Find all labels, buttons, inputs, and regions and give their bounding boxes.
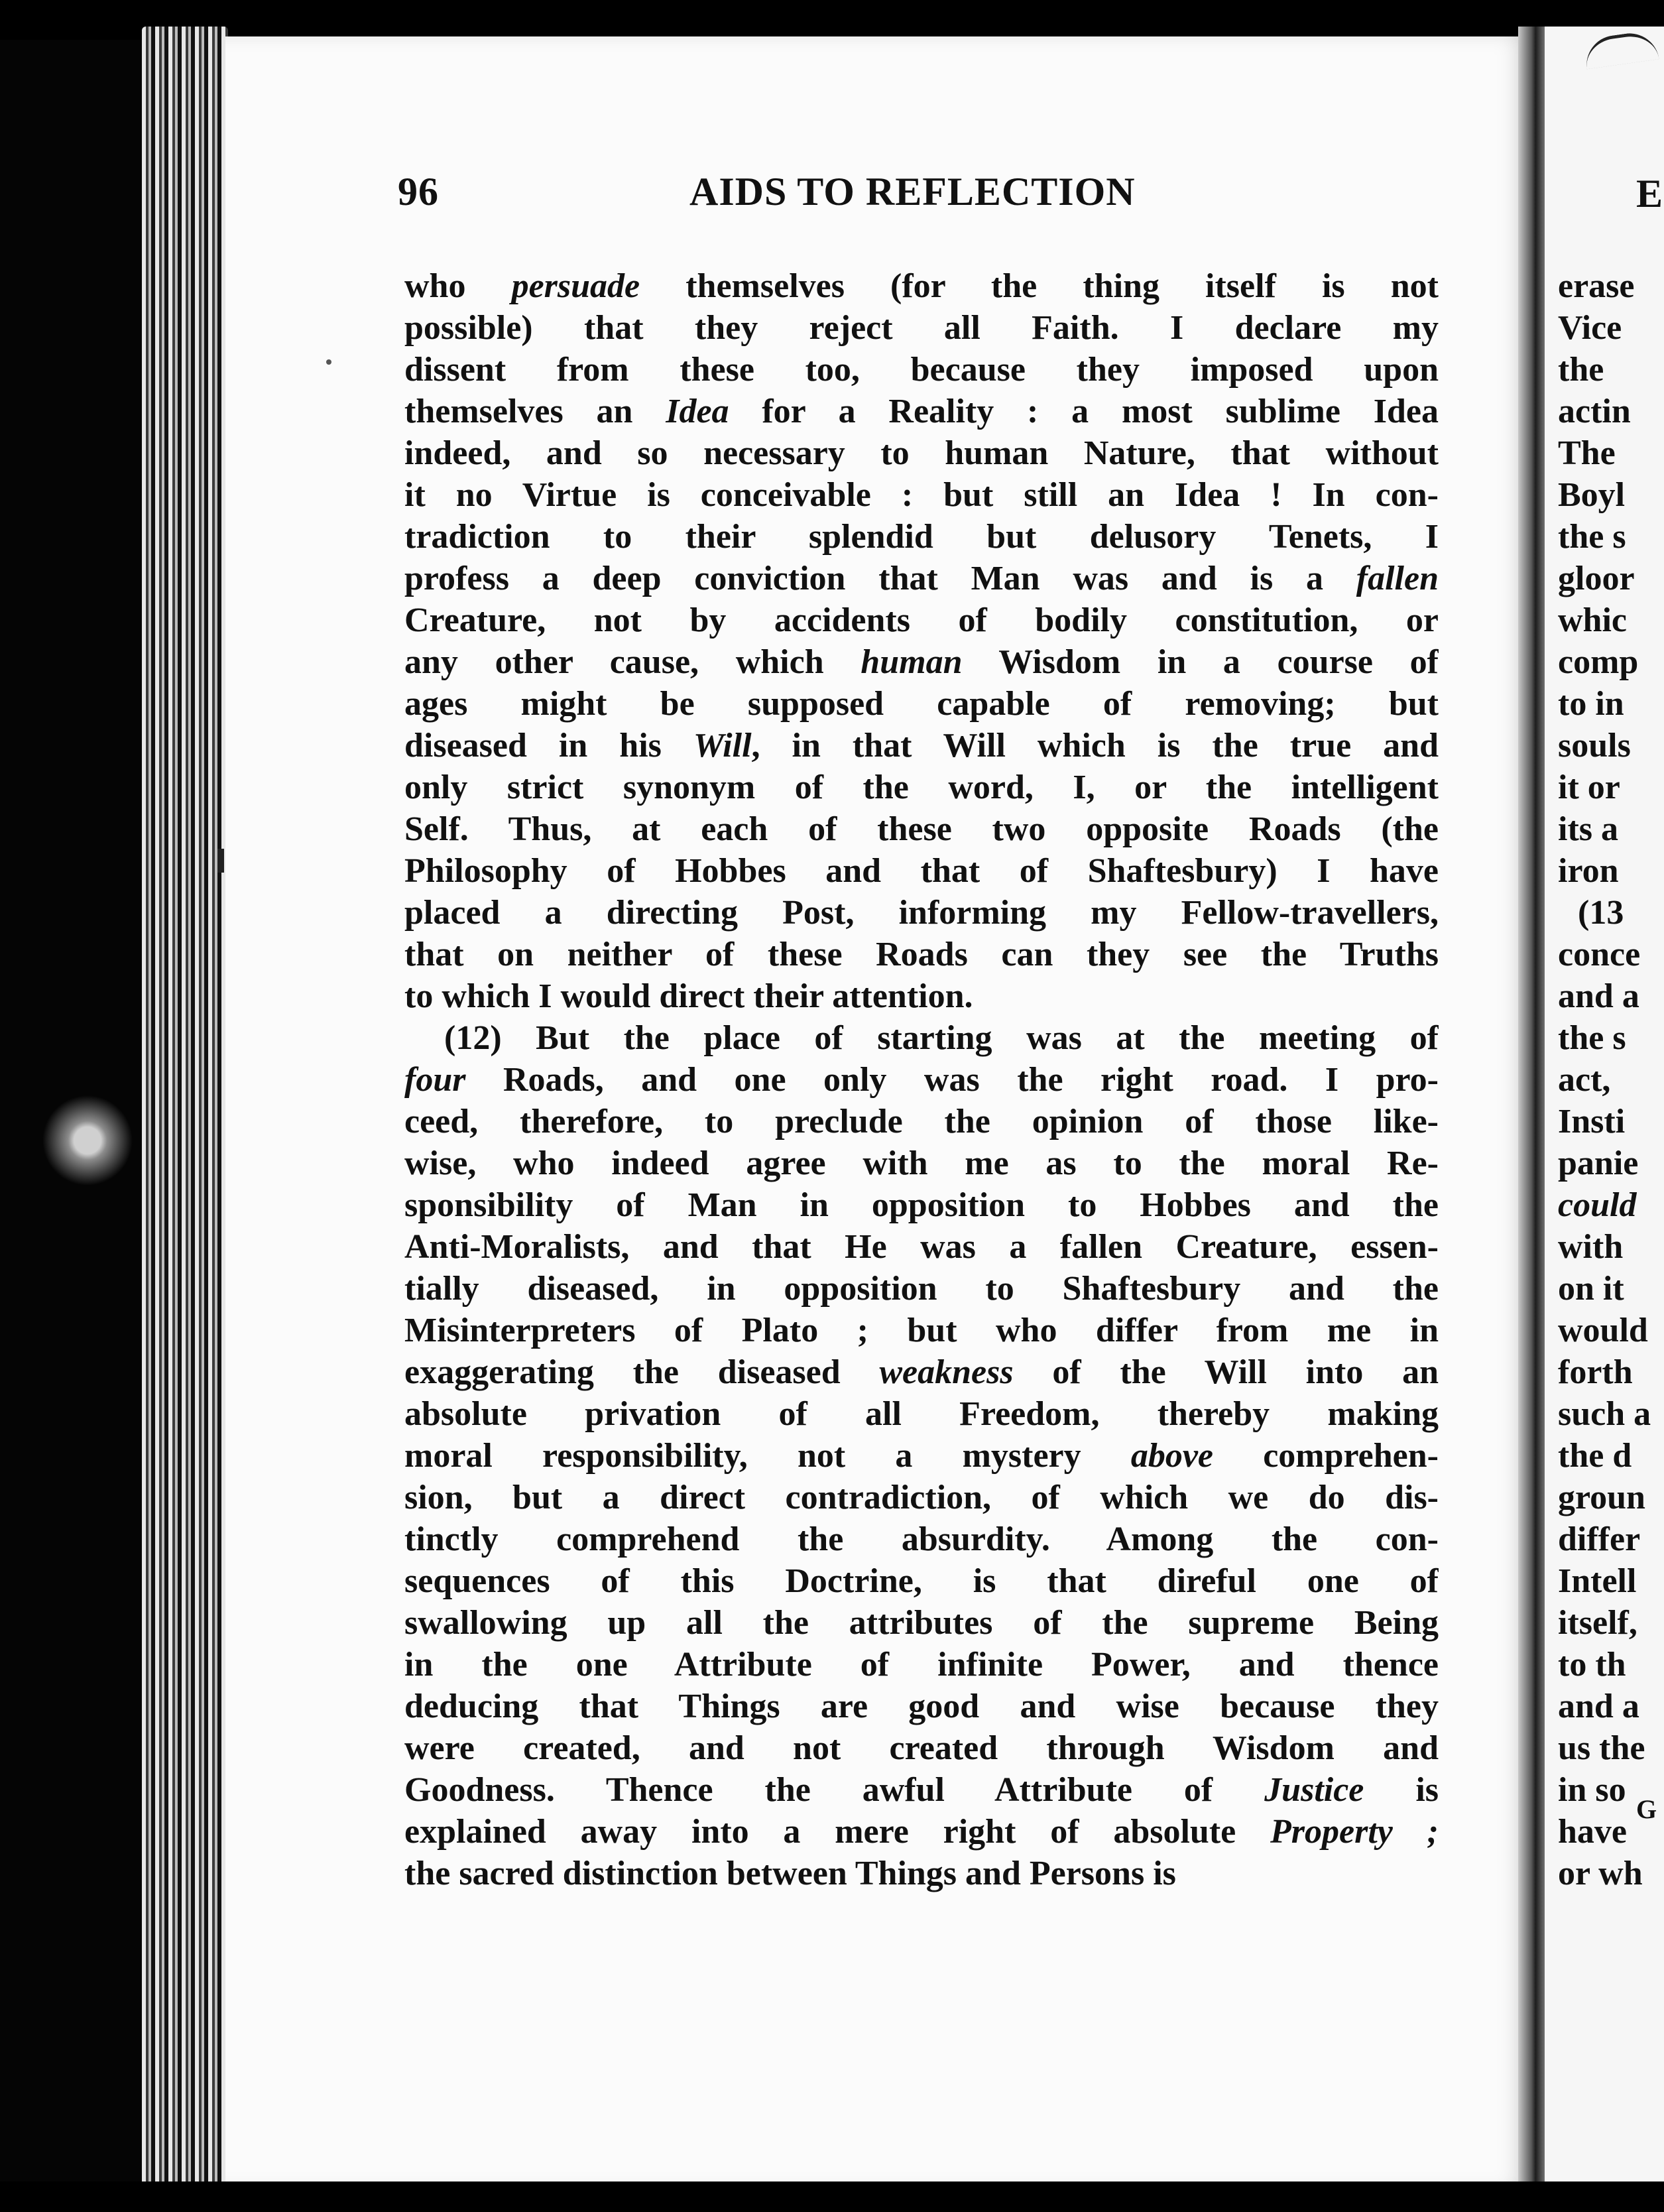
text-line-fragment: it or (1558, 768, 1620, 806)
right-body-text-fragment (1558, 265, 1664, 1894)
text-line-fragment: actin (1558, 393, 1631, 430)
text-line: sequences of this Doctrine, is that direful one of (404, 1562, 1439, 1600)
text-line: it no Virtue is conceivable : but still an Idea ! In con- (404, 476, 1439, 514)
text-line-fragment: panie (1558, 1144, 1639, 1182)
text-line-fragment: and a (1558, 977, 1639, 1015)
text-line-fragment: us the (1558, 1729, 1645, 1767)
text-line: Anti-Moralists, and that He was a fallen Creature, essen- (404, 1228, 1439, 1266)
running-title: AIDS TO REFLECTION (689, 170, 1136, 214)
text-line-fragment: with (1558, 1228, 1624, 1266)
text-line: tinctly comprehend the absurdity. Among the con- (404, 1520, 1439, 1558)
text-line: sion, but a direct contradiction, of which we do dis- (404, 1479, 1439, 1516)
text-line-fragment: whic (1558, 601, 1627, 639)
body-text (404, 265, 1439, 1894)
text-line: sponsibility of Man in opposition to Hobbes and the (404, 1186, 1439, 1224)
signature-mark: G (1636, 1794, 1657, 1824)
text-line: possible) that they reject all Faith. I declare my (404, 309, 1439, 347)
text-line-fragment: comp (1558, 643, 1639, 681)
text-line: themselves an Idea for a Reality : a most sublime Idea (404, 393, 1439, 430)
text-line-fragment: on it (1558, 1270, 1624, 1308)
text-line: in the one Attribute of infinite Power, and thence (404, 1646, 1439, 1684)
text-line-fragment: differ (1558, 1520, 1641, 1558)
text-line-fragment: would (1558, 1312, 1648, 1349)
text-line: only strict synonym of the word, I, or the intelligent (404, 768, 1439, 806)
text-line: moral responsibility, not a mystery above comprehen- (404, 1437, 1439, 1475)
text-line-fragment: the (1558, 351, 1604, 389)
text-line-fragment: The (1558, 434, 1616, 472)
text-line-fragment: or wh (1558, 1855, 1643, 1892)
book-gutter (1518, 27, 1547, 2188)
scan-top-border (0, 0, 1664, 40)
page-number: 96 (398, 170, 439, 214)
text-line-fragment: (13 (1578, 894, 1624, 932)
text-line-fragment: the d (1558, 1437, 1632, 1475)
text-line-fragment: forth (1558, 1353, 1633, 1391)
text-line-fragment: its a (1558, 810, 1618, 848)
text-line: four Roads, and one only was the right road. I pro- (404, 1061, 1439, 1099)
scan-mark (217, 849, 224, 873)
text-line-fragment: and a (1558, 1688, 1639, 1725)
text-line: who persuade themselves (for the thing itself is not (404, 267, 1439, 305)
text-line: to which I would direct their attention. (404, 977, 973, 1015)
text-line: absolute privation of all Freedom, thereby making (404, 1395, 1439, 1433)
text-line-fragment: such a (1558, 1395, 1651, 1433)
text-line: dissent from these too, because they imposed upon (404, 351, 1439, 389)
text-line-fragment: have (1558, 1813, 1627, 1851)
scan-speck (326, 359, 331, 365)
text-line: any other cause, which human Wisdom in a course of (404, 643, 1439, 681)
text-line: placed a directing Post, informing my Fellow-travellers, (404, 894, 1439, 932)
text-line: (12) But the place of starting was at the meeting of (444, 1019, 1439, 1057)
text-line-fragment: erase (1558, 267, 1635, 305)
text-line: tradiction to their splendid but delusory Tenets, I (404, 518, 1439, 556)
text-line-fragment: conce (1558, 936, 1641, 973)
text-line-fragment: could (1558, 1186, 1637, 1224)
text-line-fragment: iron (1558, 852, 1619, 890)
text-line-fragment: to in (1558, 685, 1624, 723)
text-line-fragment: the s (1558, 518, 1626, 556)
text-line-fragment: souls (1558, 727, 1631, 765)
text-line-fragment: Insti (1558, 1103, 1626, 1140)
right-running-head-fragment: E (1636, 172, 1663, 215)
text-line: Misinterpreters of Plato ; but who differ from me in (404, 1312, 1439, 1349)
text-line: were created, and not created through Wisdom and (404, 1729, 1439, 1767)
text-line-fragment: the s (1558, 1019, 1626, 1057)
text-line: ceed, therefore, to preclude the opinion of those like- (404, 1103, 1439, 1140)
text-line: explained away into a mere right of absolute Property ; (404, 1813, 1439, 1851)
text-line: profess a deep conviction that Man was and is a fallen (404, 560, 1439, 597)
text-line: Self. Thus, at each of these two opposite Roads (the (404, 810, 1439, 848)
text-line: Creature, not by accidents of bodily constitution, or (404, 601, 1439, 639)
text-line: Philosophy of Hobbes and that of Shaftesbury) I have (404, 852, 1439, 890)
text-line-fragment: gloor (1558, 560, 1635, 597)
text-line: tially diseased, in opposition to Shaftesbury and the (404, 1270, 1439, 1308)
scan-smudge (34, 1087, 141, 1194)
text-line-fragment: Intell (1558, 1562, 1637, 1600)
text-line-fragment: in so (1558, 1771, 1626, 1809)
text-line: wise, who indeed agree with me as to the moral Re- (404, 1144, 1439, 1182)
text-line-fragment: Vice (1558, 309, 1622, 347)
text-line: Goodness. Thence the awful Attribute of Justice is (404, 1771, 1439, 1809)
text-line: that on neither of these Roads can they see the Truths (404, 936, 1439, 973)
text-line-fragment: act, (1558, 1061, 1611, 1099)
text-line: exaggerating the diseased weakness of the Will into an (404, 1353, 1439, 1391)
text-line: the sacred distinction between Things and Persons is (404, 1855, 1176, 1892)
text-line: deducing that Things are good and wise because they (404, 1688, 1439, 1725)
scan-bottom-border (0, 2181, 1664, 2212)
text-line-fragment: Boyl (1558, 476, 1626, 514)
text-line: ages might be supposed capable of removing; but (404, 685, 1439, 723)
text-line-fragment: to th (1558, 1646, 1626, 1684)
text-line: diseased in his Will, in that Will which is the true and (404, 727, 1439, 765)
text-line-fragment: itself, (1558, 1604, 1637, 1642)
running-head (398, 169, 1458, 222)
page-edges (142, 27, 228, 2188)
text-line: indeed, and so necessary to human Nature, that without (404, 434, 1439, 472)
text-line-fragment: groun (1558, 1479, 1645, 1516)
text-line: swallowing up all the attributes of the supreme Being (404, 1604, 1439, 1642)
